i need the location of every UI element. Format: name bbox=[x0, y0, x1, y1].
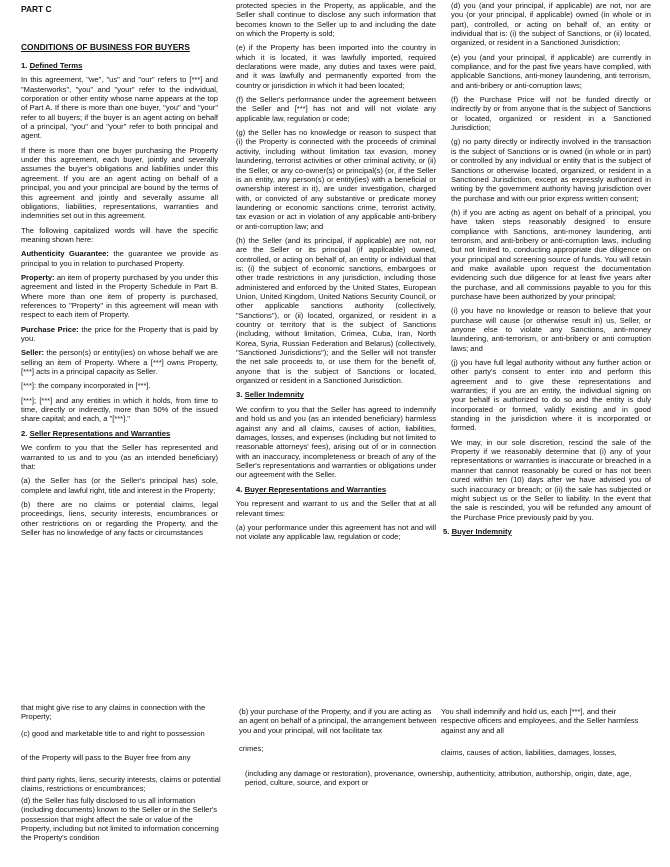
s4-clause-i: (i) you have no knowledge or reason to believe that your purchase will cause (or otherwise result in) us, Seller, or anyone else to violate any Sanctions, anti-money laundering, anti-terrorism, or anti-bribery or anti corruption laws; and bbox=[451, 306, 651, 353]
s1-paragraph-3: The following capitalized words will have the specific meaning shown here: bbox=[21, 225, 218, 244]
s4-rescind-paragraph: We may, in our sole discretion, rescind the sale of the Property if we reasonably determine that (i) any of your representations or warranties is inaccurate or breached in a manner that cannot reasonably be cured or has not been cured within ten (10) days after we have advised you of such inaccuracy or breach; or (ii) the sale has subjected or might subject us or the Seller to liability. In the event that the sale is rescinded, you will be refunded any amount of the Purchase Price previously paid by you. bbox=[451, 437, 651, 522]
s2-clause-e: (e) if the Property has been imported into the country in which it is located, it was lawfully imported, required declarations were made, any duties and taxes were paid, and it was lawfully and permanently exported from the country or jurisdiction in which it had been located; bbox=[236, 43, 436, 90]
bottom-right-indemnity-3: (including any damage or restoration), provenance, ownership, authenticity, attribution, authorship, origin, date, age, period, culture, source, and export or bbox=[245, 769, 632, 788]
column-middle bbox=[236, 1, 436, 547]
column-left bbox=[21, 4, 218, 542]
section-4-heading bbox=[236, 485, 436, 495]
definition-company: [***]: the company incorporated in [***]. bbox=[21, 381, 151, 391]
section-1-heading bbox=[21, 61, 218, 71]
section-4-title: Buyer Representations and Warranties bbox=[244, 484, 387, 494]
section-3-number: 3. bbox=[236, 390, 243, 400]
s4-clause-e: (e) you (and your principal, if applicable) are currently in compliance, and for the past five years have complied, with applicable Sanctions, anti-money laundering, anti terrorism, and anti-bribery or anti-corruption laws; bbox=[451, 52, 651, 90]
section-4-number: 4. bbox=[236, 484, 243, 494]
term-seller: Seller: bbox=[21, 348, 45, 358]
section-3-heading bbox=[236, 390, 436, 400]
s4-clause-f: (f) the Purchase Price will not be funded directly or indirectly by or from anyone that is the subject of Sanctions or located, organized or resident in a Sanctioned Jurisdiction; bbox=[451, 95, 651, 133]
def-seller: the person(s) or entity(ies) on whose behalf we are selling an item of Property. Where a [***] owns Property, [***] acts in a principal capacity as Seller. bbox=[21, 348, 218, 377]
def-purchase-price: the price for the Property that is paid by you. bbox=[21, 324, 218, 343]
s1-paragraph-2: If there is more than one buyer purchasing the Property under this agreement, each buyer, jointly and severally assumes the buyer's obligations and liabilities under this agreement. If you are an agent acting on behalf of a principal, you and your principal are bound by the terms of this agreement and jointly and severally assume all obligations, liabilities, representations, warranties and indemnities set out in this agreement. bbox=[21, 145, 218, 221]
s2-clause-g: (g) the Seller has no knowledge or reason to suspect that (i) the Property is connected with the proceeds of criminal activity, including without limitation tax evasion, money laundering, terrorist activities or other criminal activity, or (ii) the Seller, or any co-owner(s) or principal(s) (or, if the Seller is an entity, any person(s) or entity(ies) with a beneficial or ownership interest in it), are under investigation, charged with, or convicted of any substantive or predicate money laundering or economic sanctions crime, terrorist activity, tax evasion or act in violation of any applicable anti-bribery or anti-corruption law; and bbox=[236, 128, 436, 231]
bottom-left-line-2: (c) good and marketable title to and right to possession bbox=[21, 729, 205, 738]
bottom-middle-clause-b: (b) your purchase of the Property, and if you are acting as an agent on behalf of a principal, the arrangement between you and your principal, will not facilitate tax bbox=[239, 707, 437, 735]
s2-clause-h: (h) the Seller (and its principal, if applicable) are not, nor are the Seller or its principal (if applicable) owned, controlled, or acting on behalf of, an entity or individual that is: (i) the subject of economic sanctions, embargoes or other trade restrictions in any jurisdiction, including those administered and enforced by the United States, European Union, United Kingdom, United Nations Security Council, or other applicable sanctions authority (collectively, "Sanctions"), or (ii) located, organized, or resident in a country or territory that is the subject of Sanctions (including, without limitation, Crimea, Cuba, Iran, North Korea, Syria, Russian Federation and Belarus) (collectively, "Sanctioned Jurisdictions"); and the Seller will not transfer the net sale proceeds to, or use them for the benefit of, anyone that is the subject of Sanctions or located, organized or resident in a Sanctioned Jurisdiction. bbox=[236, 235, 436, 386]
section-2-number: 2. bbox=[21, 428, 28, 438]
bottom-left-line-1: that might give rise to any claims in connection with the Property; bbox=[21, 703, 206, 722]
section-1-number: 1. bbox=[21, 60, 28, 70]
section-5-title: Buyer Indemnity bbox=[451, 526, 512, 536]
s3-paragraph: We confirm to you that the Seller has agreed to indemnify and hold us and you (as an intended beneficiary) harmless against any and all claims, causes of action, liabilities, damages, losses, and expenses (including but not limited to reasonable attorneys' fees), arising out of or in connection with an inaccuracy, incompleteness or breach of any of the Seller's representations and warranties or obligations under our agreement with the Seller. bbox=[236, 404, 436, 480]
s4-clause-j: (j) you have full legal authority without any further action or other party's consent to enter into and perform this agreement and to give these representations and warranties; if you are an entity, the individual signing on your behalf is authorized to do so and the entity is duly incorporated or formed, validly existing and in good standing in the jurisdiction where it is incorporated or formed. bbox=[451, 358, 651, 433]
bottom-left-line-3: of the Property will pass to the Buyer free from any bbox=[21, 753, 191, 762]
def-authenticity-guarantee: the guarantee we provide as principal to you in relation to purchased Property. bbox=[21, 249, 218, 268]
document-title: CONDITIONS OF BUSINESS FOR BUYERS bbox=[21, 42, 190, 53]
s2-clause-f: (f) the Seller's performance under the agreement between the Seller and [***] has not and will not violate any applicable law, regulation or code; bbox=[236, 95, 436, 123]
bottom-right-indemnity-2: claims, causes of action, liabilities, damages, losses, bbox=[441, 748, 617, 757]
s2-clause-d-continued: protected species in the Property, as applicable, and the Seller shall continue to disclose any such information that becomes known to the Seller up to and including the date on which the Property is sold; bbox=[236, 1, 436, 39]
s4-clause-d: (d) you (and your principal, if applicable) are not, nor are you (or your principal, if applicable) owned (in whole or in part), controlled, or acting on behalf of, an entity or individual that is: (i) the subject of Sanctions, or (ii) located, organized, or resident in a Sanctioned Jurisdiction; bbox=[451, 1, 651, 48]
def-property: an item of property purchased by you under this agreement and listed in the Property Schedule in Part B. Where more than one item of property is purchased, references to "Property" in this agreement will mean with respect to each item of Property. bbox=[21, 272, 218, 320]
section-2-heading bbox=[21, 429, 218, 439]
definition-purchase-price bbox=[21, 325, 218, 344]
bottom-right-indemnity-1: You shall indemnify and hold us, each [***], and their respective officers and employees, and the Seller harmless against any and all bbox=[441, 707, 639, 735]
bottom-middle-crimes: crimes; bbox=[239, 744, 264, 753]
s4-clause-g: (g) no party directly or indirectly involved in the transaction is the subject of Sanctions or is owned (in whole or in part) or controlled by any individual or entity that is the subject of Sanctions or otherwise located, organized, or resident in a Sanctioned Jurisdiction, except as expressly authorized in writing by the government authority having jurisdiction over the purchase and with our prior express written consent; bbox=[451, 137, 651, 203]
section-1-title: Defined Terms bbox=[29, 60, 83, 70]
s1-paragraph-1: In this agreement, "we", "us" and "our" refers to [***] and "Masterworks", "you" and "your" refer to the individual, corporation or other entity whose name appears at the top of Part A. If there is more than one buyer, "you" and "your" refer to all buyers; if the buyer is an agent acting on behalf of a principal, "you" and "your" refer to both principal and agent. bbox=[21, 75, 218, 141]
term-authenticity-guarantee: Authenticity Guarantee: bbox=[21, 249, 109, 259]
section-5-heading bbox=[443, 527, 651, 537]
column-right bbox=[443, 1, 651, 541]
s4-intro: You represent and warrant to us and the Seller that at all relevant times: bbox=[236, 499, 436, 518]
bottom-left-line-5: (d) the Seller has fully disclosed to us all information (including documents) known to the Seller or in the Seller's possession that might affect the sale or value of the Property, including but not limited to information concerning the Property's condition bbox=[21, 796, 219, 843]
definition-property bbox=[21, 273, 218, 320]
s2-clause-a: (a) the Seller has (or the Seller's principal has) sole, complete and lawful right, title and interest in the Property; bbox=[21, 476, 218, 495]
s2-intro: We confirm to you that the Seller has represented and warranted to us and to you (as an intended beneficiary) that: bbox=[21, 443, 218, 471]
s4-clause-h: (h) if you are acting as agent on behalf of a principal, you have taken steps reasonably designed to ensure compliance with Sanctions, anti-money laundering, anti terrorism, and anti-bribery or anti-corruption laws, including but not limited to, conducting appropriate due diligence on your principal and screening source of funds. You will retain and make available upon request the documentation evidencing such due diligence for at least five years after the purchase, and all commissions payable to you for this purchase have been authorized by your principal; bbox=[451, 207, 651, 301]
definition-group: [***]; [***] and any entities in which it holds, from time to time, directly or indirectly, more than 50% of the issued share capital; and each, a "[***]." bbox=[21, 395, 218, 424]
part-label: PART C bbox=[21, 4, 52, 14]
definition-seller bbox=[21, 348, 218, 376]
s2-clause-b: (b) there are no claims or potential claims, legal proceedings, liens, security interests, encumbrances or other restrictions on or regarding the Property, and the Seller has no knowledge of any facts or circumstances bbox=[21, 500, 218, 538]
section-2-title: Seller Representations and Warranties bbox=[29, 428, 171, 438]
bottom-left-line-4: third party rights, liens, security interests, claims or potential claims, restrictions or encumbrances; bbox=[21, 775, 221, 794]
definition-authenticity-guarantee bbox=[21, 249, 218, 268]
term-property: Property: bbox=[21, 272, 55, 282]
section-3-title: Seller Indemnity bbox=[244, 390, 304, 400]
section-5-number: 5. bbox=[443, 526, 450, 536]
s4-clause-a: (a) your performance under this agreement has not and will not violate any applicable law, regulation or code; bbox=[236, 522, 436, 542]
term-purchase-price: Purchase Price: bbox=[21, 324, 79, 334]
